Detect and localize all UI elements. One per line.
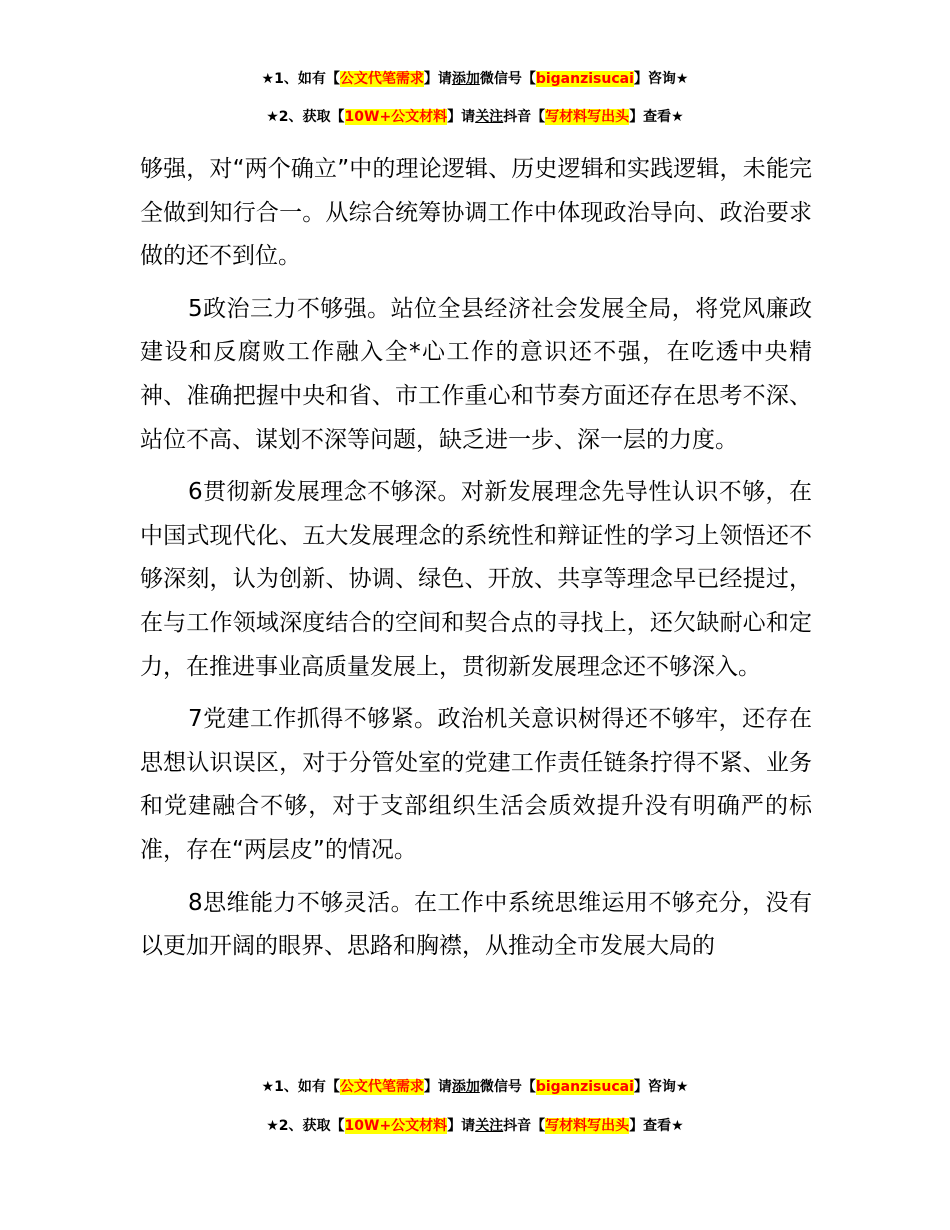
header-banner-line-1: [0, 68, 950, 90]
footer-banner-line-2: [0, 1115, 950, 1137]
banner-text: 抖音【: [503, 1118, 546, 1134]
banner-text: 抖音【: [503, 109, 546, 125]
highlight-text: 公文代笔需求: [339, 71, 424, 87]
paragraph-continuation: 够强，对“两个确立”中的理论逻辑、历史逻辑和实践逻辑，未能完全做到知行合一。从综合统筹协调工作中体现政治导向、政治要求做的还不到位。: [140, 156, 812, 270]
banner-text: 】请: [423, 1079, 452, 1095]
banner-text: 】查看★: [629, 1118, 684, 1134]
banner-text: ★1、如有【: [261, 71, 340, 87]
underlined-text: 添加: [451, 71, 480, 87]
banner-text: 微信号【: [479, 71, 536, 87]
banner-text: 】查看★: [629, 109, 684, 125]
paragraph-item-8: 8思维能力不够灵活。在工作中系统思维运用不够充分，没有以更加开阔的眼界、思路和胸襟，从推动全市发展大局的: [140, 889, 812, 960]
banner-text: 】请: [423, 71, 452, 87]
douyin-account: 写材料写出头: [545, 1118, 630, 1134]
paragraph-item-6: 6贯彻新发展理念不够深。对新发展理念先导性认识不够，在中国式现代化、五大发展理念的系统性和辩证性的学习上领悟还不够深刻，认为创新、协调、绿色、开放、共享等理念早已经提过，在与工作领域深度结合的空间和契合点的寻找上，还欠缺耐心和定力，在推进事业高质量发展上，贯彻新发展理念还不够深入。: [140, 479, 812, 680]
banner-text: 微信号【: [479, 1079, 536, 1095]
highlight-text: 公文代笔需求: [339, 1079, 424, 1095]
wechat-id: biganzisucai: [535, 71, 634, 87]
banner-text: ★1、如有【: [261, 1079, 340, 1095]
highlight-text: 10W+公文材料: [344, 1118, 448, 1134]
banner-text: 】请: [447, 1118, 476, 1134]
document-body: [140, 148, 812, 978]
underlined-text: 关注: [475, 109, 504, 125]
paragraph-item-7: 7党建工作抓得不够紧。政治机关意识树得还不够牢，还存在思想认识误区，对于分管处室的党建工作责任链条拧得不紧、业务和党建融合不够，对于支部组织生活会质效提升没有明确严的标准，存在“两层皮”的情况。: [140, 706, 812, 863]
underlined-text: 添加: [451, 1079, 480, 1095]
banner-text: ★2、获取【: [266, 1118, 345, 1134]
footer-banner-line-1: [0, 1076, 950, 1098]
wechat-id: biganzisucai: [535, 1079, 634, 1095]
header-banner-line-2: [0, 106, 950, 128]
paragraph-item-5: 5政治三力不够强。站位全县经济社会发展全局，将党风廉政建设和反腐败工作融入全*心工作的意识还不强，在吃透中央精神、准确把握中央和省、市工作重心和节奏方面还存在思考不深、站位不高、谋划不深等问题，缺乏进一步、深一层的力度。: [140, 295, 812, 453]
underlined-text: 关注: [475, 1118, 504, 1134]
douyin-account: 写材料写出头: [545, 109, 630, 125]
banner-text: 】请: [447, 109, 476, 125]
banner-text: 】咨询★: [633, 1079, 689, 1095]
banner-text: 】咨询★: [633, 71, 689, 87]
highlight-text: 10W+公文材料: [344, 109, 448, 125]
banner-text: ★2、获取【: [266, 109, 345, 125]
